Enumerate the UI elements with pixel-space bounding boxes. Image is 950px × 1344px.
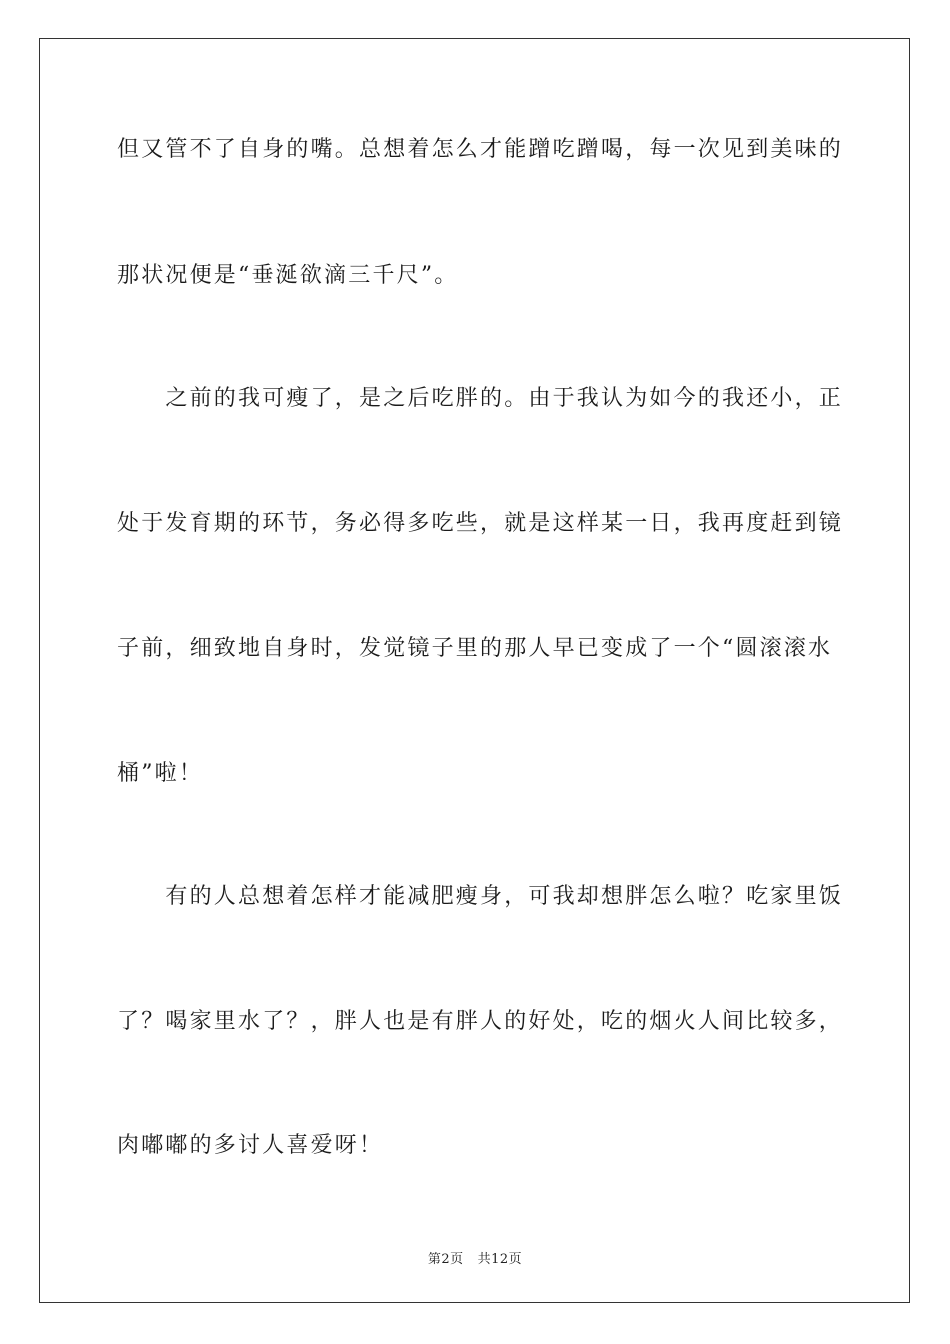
body-text-line: 桶”啦！ — [117, 761, 204, 786]
body-text-line: 子前，细致地自身时，发觉镜子里的那人早已变成了一个“圆滚滚水 — [117, 636, 833, 661]
body-text-line: 处于发育期的环节，务必得多吃些，就是这样某一日，我再度赶到镜 — [117, 511, 844, 536]
body-text-line: 之前的我可瘦了，是之后吃胖的。由于我认为如今的我还小，正 — [117, 386, 844, 411]
body-text-line: 有的人总想着怎样才能减肥瘦身，可我却想胖怎么啦？吃家里饭 — [117, 884, 844, 909]
total-pages: 共12页 — [477, 1252, 523, 1267]
body-text-line: 肉嘟嘟的多讨人喜爱呀！ — [117, 1133, 384, 1158]
body-text-line: 但又管不了自身的嘴。总想着怎么才能蹭吃蹭喝，每一次见到美味的 — [117, 137, 844, 162]
body-text-line: 了？喝家里水了？，胖人也是有胖人的好处，吃的烟火人间比较多， — [117, 1009, 844, 1034]
page-number: 第2页 — [427, 1252, 464, 1267]
body-text-line: 那状况便是“垂涎欲滴三千尺”。 — [117, 263, 459, 288]
page-footer — [0, 1248, 950, 1267]
page-border — [39, 38, 910, 1303]
